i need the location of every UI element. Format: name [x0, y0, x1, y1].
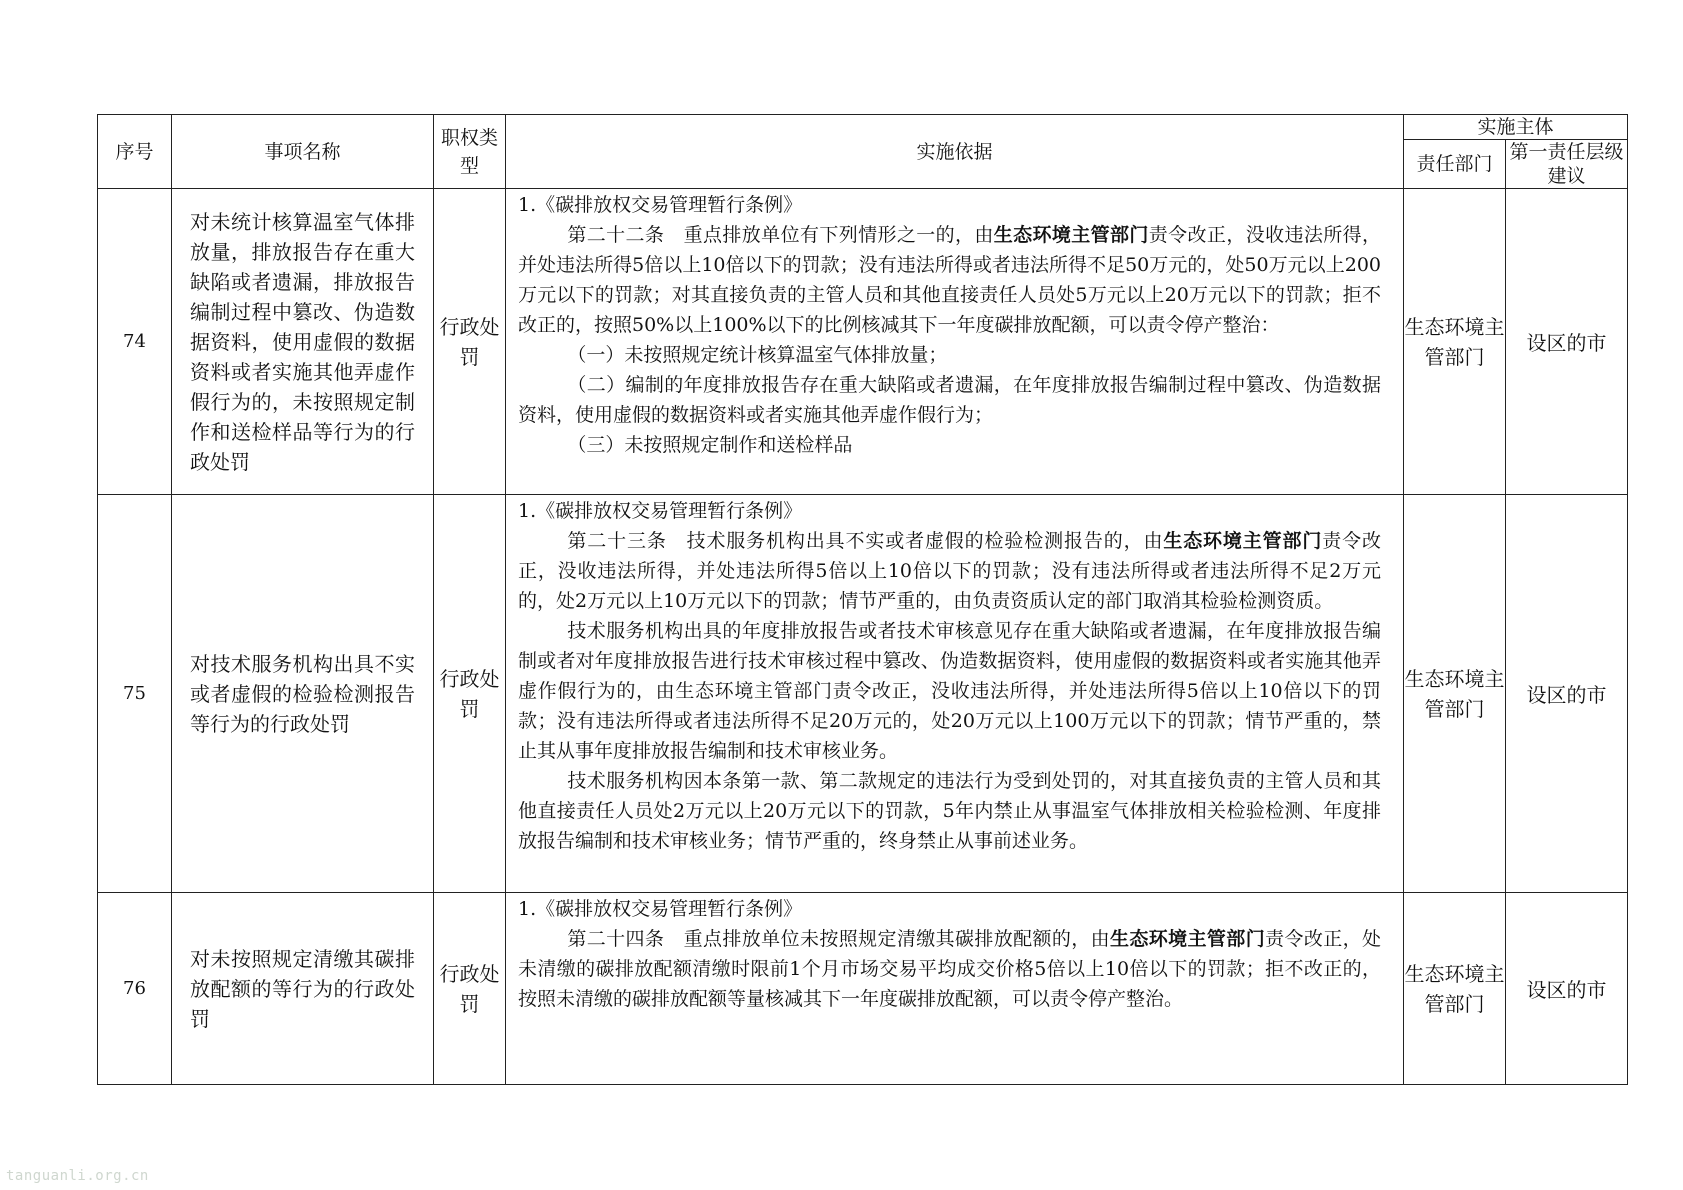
header-seq: 序号 — [98, 115, 172, 189]
row-dept: 生态环境主管部门 — [1404, 495, 1506, 893]
basis-article-post: 责令改正，处未清缴的碳排放配额清缴时限前1个月市场交易平均成交价格5倍以上10倍以下的罚款；拒不改正的，按照未清缴的碳排放配额等量核减其下一年度碳排放配额，可以责令停产整治。 — [518, 928, 1381, 1010]
basis-authority: 生态环境主管部门 — [1110, 928, 1266, 950]
watermark: tanguanli.org.cn — [6, 1168, 149, 1184]
basis-article — [518, 220, 1381, 340]
header-power-type: 职权类型 — [434, 115, 506, 189]
row-power-type: 行政处罚 — [434, 893, 506, 1085]
header-row-1 — [98, 115, 1628, 140]
basis-paragraph: 技术服务机构因本条第一款、第二款规定的违法行为受到处罚的，对其直接负责的主管人员和其他直接责任人员处2万元以上20万元以下的罚款，5年内禁止从事温室气体排放相关检验检测、年度排放报告编制和技术审核业务；情节严重的，终身禁止从事前述业务。 — [518, 770, 1381, 852]
header-level: 第一责任层级建议 — [1506, 140, 1628, 189]
enforcement-items-table — [97, 114, 1628, 1085]
basis-clause: （三）未按照规定制作和送检样品 — [567, 434, 853, 456]
basis-authority: 生态环境主管部门 — [993, 224, 1149, 246]
row-seq: 75 — [98, 495, 172, 893]
row-level: 设区的市 — [1506, 893, 1628, 1085]
row-basis — [506, 189, 1404, 495]
table-row — [98, 189, 1628, 495]
row-level: 设区的市 — [1506, 189, 1628, 495]
table-body — [98, 189, 1628, 1085]
row-dept: 生态环境主管部门 — [1404, 189, 1506, 495]
basis-article — [518, 526, 1381, 616]
basis-law-title: 1.《碳排放权交易管理暂行条例》 — [518, 500, 803, 522]
basis-law-title: 1.《碳排放权交易管理暂行条例》 — [518, 898, 803, 920]
row-basis — [506, 893, 1404, 1085]
basis-paragraph: 技术服务机构出具的年度排放报告或者技术审核意见存在重大缺陷或者遗漏，在年度排放报告编制或者对年度排放报告进行技术审核过程中篡改、伪造数据资料，使用虚假的数据资料或者实施其他弄虚作假行为的，由生态环境主管部门责令改正，没收违法所得，并处违法所得5倍以上10倍以下的罚款；没有违法所得或者违法所得不足20万元的，处20万元以上100万元以下的罚款；情节严重的，禁止其从事年度排放报告编制和技术审核业务。 — [518, 620, 1381, 762]
basis-article-pre: 第二十四条 重点排放单位未按照规定清缴其碳排放配额的，由 — [567, 928, 1111, 950]
table-row — [98, 893, 1628, 1085]
basis-article — [518, 924, 1381, 1014]
table-header — [98, 115, 1628, 189]
basis-law-title: 1.《碳排放权交易管理暂行条例》 — [518, 194, 803, 216]
row-seq: 76 — [98, 893, 172, 1085]
row-power-type: 行政处罚 — [434, 189, 506, 495]
header-item-name: 事项名称 — [172, 115, 434, 189]
basis-article-post: 责令改正，没收违法所得，并处违法所得5倍以上10倍以下的罚款；没有违法所得或者违法所得不足2万元的，处2万元以上10万元以下的罚款；情节严重的，由负责资质认定的部门取消其检验检测资质。 — [518, 530, 1381, 612]
table-row — [98, 495, 1628, 893]
row-item-name: 对未统计核算温室气体排放量，排放报告存在重大缺陷或者遗漏，排放报告编制过程中篡改、伪造数据资料，使用虚假的数据资料或者实施其他弄虚作假行为的，未按照规定制作和送检样品等行为的行政处罚 — [172, 189, 434, 495]
header-dept: 责任部门 — [1404, 140, 1506, 189]
basis-authority: 生态环境主管部门 — [1163, 530, 1323, 552]
basis-article-pre: 第二十三条 技术服务机构出具不实或者虚假的检验检测报告的，由 — [567, 530, 1164, 552]
row-item-name: 对技术服务机构出具不实或者虚假的检验检测报告等行为的行政处罚 — [172, 495, 434, 893]
row-item-name: 对未按照规定清缴其碳排放配额的等行为的行政处罚 — [172, 893, 434, 1085]
row-power-type: 行政处罚 — [434, 495, 506, 893]
row-seq: 74 — [98, 189, 172, 495]
header-basis: 实施依据 — [506, 115, 1404, 189]
row-level: 设区的市 — [1506, 495, 1628, 893]
basis-article-pre: 第二十二条 重点排放单位有下列情形之一的，由 — [567, 224, 994, 246]
header-subject: 实施主体 — [1404, 115, 1628, 140]
row-basis — [506, 495, 1404, 893]
basis-article-post: 责令改正，没收违法所得，并处违法所得5倍以上10倍以下的罚款；没有违法所得或者违法所得不足50万元的，处50万元以上200万元以下的罚款；对其直接负责的主管人员和其他直接责任人员处5万元以上20万元以下的罚款；拒不改正的，按照50%以上100%以下的比例核减其下一年度碳排放配额，可以责令停产整治： — [518, 224, 1381, 336]
basis-clause: （二）编制的年度排放报告存在重大缺陷或者遗漏，在年度排放报告编制过程中篡改、伪造数据资料，使用虚假的数据资料或者实施其他弄虚作假行为； — [518, 374, 1381, 426]
row-dept: 生态环境主管部门 — [1404, 893, 1506, 1085]
basis-clause: （一）未按照规定统计核算温室气体排放量； — [567, 344, 948, 366]
